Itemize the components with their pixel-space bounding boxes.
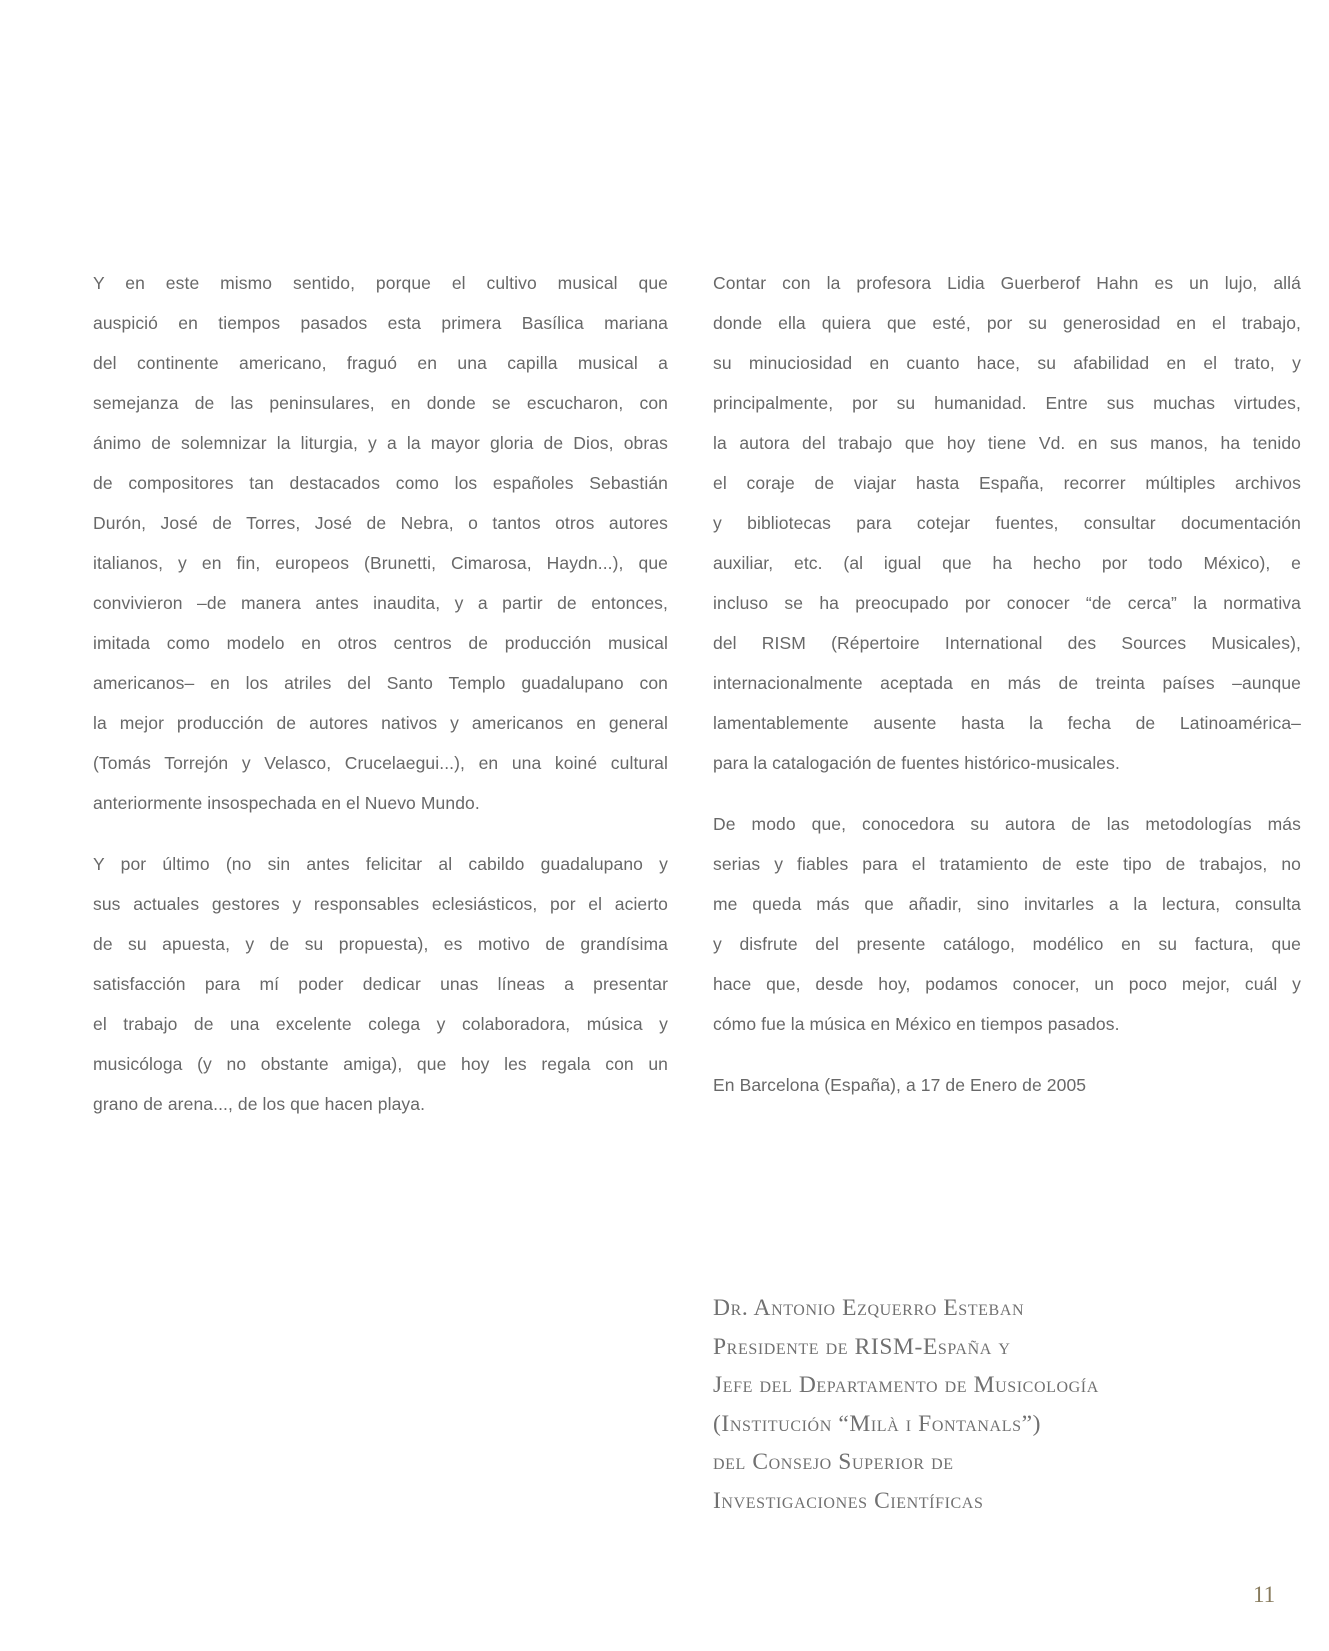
text-line: principalmente, por su humanidad. Entre sus muchas virtudes, bbox=[713, 393, 1301, 413]
text-line: imitada como modelo en otros centros de producción musical bbox=[93, 633, 668, 653]
text-line: el coraje de viajar hasta España, recorrer múltiples archivos bbox=[713, 473, 1301, 493]
text-line: del continente americano, fraguó en una capilla musical a bbox=[93, 353, 668, 373]
text-line: del Consejo Superior de bbox=[713, 1449, 954, 1475]
text-line: el trabajo de una excelente colega y colaboradora, música y bbox=[93, 1014, 668, 1034]
text-line: musicóloga (y no obstante amiga), que hoy les regala con un bbox=[93, 1054, 668, 1074]
text-line: Jefe del Departamento de Musicología bbox=[713, 1372, 1099, 1398]
text-line: del RISM (Répertoire International des Sources Musicales), bbox=[713, 633, 1301, 653]
text-line: grano de arena..., de los que hacen playa. bbox=[93, 1094, 426, 1114]
text-line: auspició en tiempos pasados esta primera Basílica mariana bbox=[93, 313, 668, 333]
text-line: cómo fue la música en México en tiempos pasados. bbox=[713, 1014, 1120, 1034]
text-line: semejanza de las peninsulares, en donde se escucharon, con bbox=[93, 393, 668, 413]
text-line: sus actuales gestores y responsables eclesiásticos, por el acierto bbox=[93, 894, 668, 914]
text-line: la autora del trabajo que hoy tiene Vd. en sus manos, ha tenido bbox=[713, 433, 1301, 453]
text-line: y bibliotecas para cotejar fuentes, consultar documentación bbox=[713, 513, 1301, 533]
text-line: Presidente de RISM-España y bbox=[713, 1333, 1011, 1360]
text-line: hace que, desde hoy, podamos conocer, un poco mejor, cuál y bbox=[713, 974, 1301, 994]
page-number: 11 bbox=[1253, 1582, 1276, 1607]
paragraph bbox=[713, 263, 1301, 783]
text-line: me queda más que añadir, sino invitarles a la lectura, consulta bbox=[713, 894, 1301, 914]
text-line: satisfacción para mí poder dedicar unas líneas a presentar bbox=[93, 974, 668, 994]
text-line: donde ella quiera que esté, por su generosidad en el trabajo, bbox=[713, 313, 1301, 333]
text-line: internacionalmente aceptada en más de treinta países –aunque bbox=[713, 673, 1301, 693]
text-line: su minuciosidad en cuanto hace, su afabilidad en el trato, y bbox=[713, 353, 1301, 373]
text-line: y disfrute del presente catálogo, modélico en su factura, que bbox=[713, 934, 1301, 954]
text-line: (Tomás Torrejón y Velasco, Crucelaegui...), en una koiné cultural bbox=[93, 753, 668, 773]
text-line: incluso se ha preocupado por conocer “de cerca” la normativa bbox=[713, 593, 1301, 613]
paragraph bbox=[93, 844, 668, 1124]
text-line: Contar con la profesora Lidia Guerberof Hahn es un lujo, allá bbox=[713, 273, 1301, 293]
text-line: Y por último (no sin antes felicitar al cabildo guadalupano y bbox=[93, 854, 668, 874]
text-line: (Institución “Milà i Fontanals”) bbox=[713, 1410, 1042, 1437]
text-line: la mejor producción de autores nativos y americanos en general bbox=[93, 713, 668, 733]
signature-block bbox=[713, 1289, 1099, 1520]
text-line: de compositores tan destacados como los españoles Sebastián bbox=[93, 473, 668, 493]
text-line: anteriormente insospechada en el Nuevo Mundo. bbox=[93, 793, 480, 813]
text-line: ánimo de solemnizar la liturgia, y a la mayor gloria de Dios, obras bbox=[93, 433, 668, 453]
text-line: Dr. Antonio Ezquerro Esteban bbox=[713, 1295, 1025, 1321]
paragraph bbox=[93, 263, 668, 823]
text-line: para la catalogación de fuentes histórico-musicales. bbox=[713, 753, 1120, 773]
text-line: de su apuesta, y de su propuesta), es motivo de grandísima bbox=[93, 934, 668, 954]
text-line: convivieron –de manera antes inaudita, y a partir de entonces, bbox=[93, 593, 668, 613]
right-column bbox=[713, 263, 1301, 1105]
left-column bbox=[93, 263, 668, 1124]
paragraph bbox=[713, 804, 1301, 1044]
text-line: Durón, José de Torres, José de Nebra, o tantos otros autores bbox=[93, 513, 668, 533]
text-line: auxiliar, etc. (al igual que ha hecho por todo México), e bbox=[713, 553, 1301, 573]
text-line: lamentablemente ausente hasta la fecha de Latinoamérica– bbox=[713, 713, 1301, 733]
text-line: serias y fiables para el tratamiento de este tipo de trabajos, no bbox=[713, 854, 1301, 874]
text-line: Investigaciones Científicas bbox=[713, 1487, 984, 1514]
dateline: En Barcelona (España), a 17 de Enero de 2005 bbox=[713, 1075, 1087, 1095]
text-line: Y en este mismo sentido, porque el cultivo musical que bbox=[93, 273, 668, 293]
text-line: italianos, y en fin, europeos (Brunetti, Cimarosa, Haydn...), que bbox=[93, 553, 668, 573]
text-line: americanos– en los atriles del Santo Templo guadalupano con bbox=[93, 673, 668, 693]
text-line: De modo que, conocedora su autora de las metodologías más bbox=[713, 814, 1301, 834]
